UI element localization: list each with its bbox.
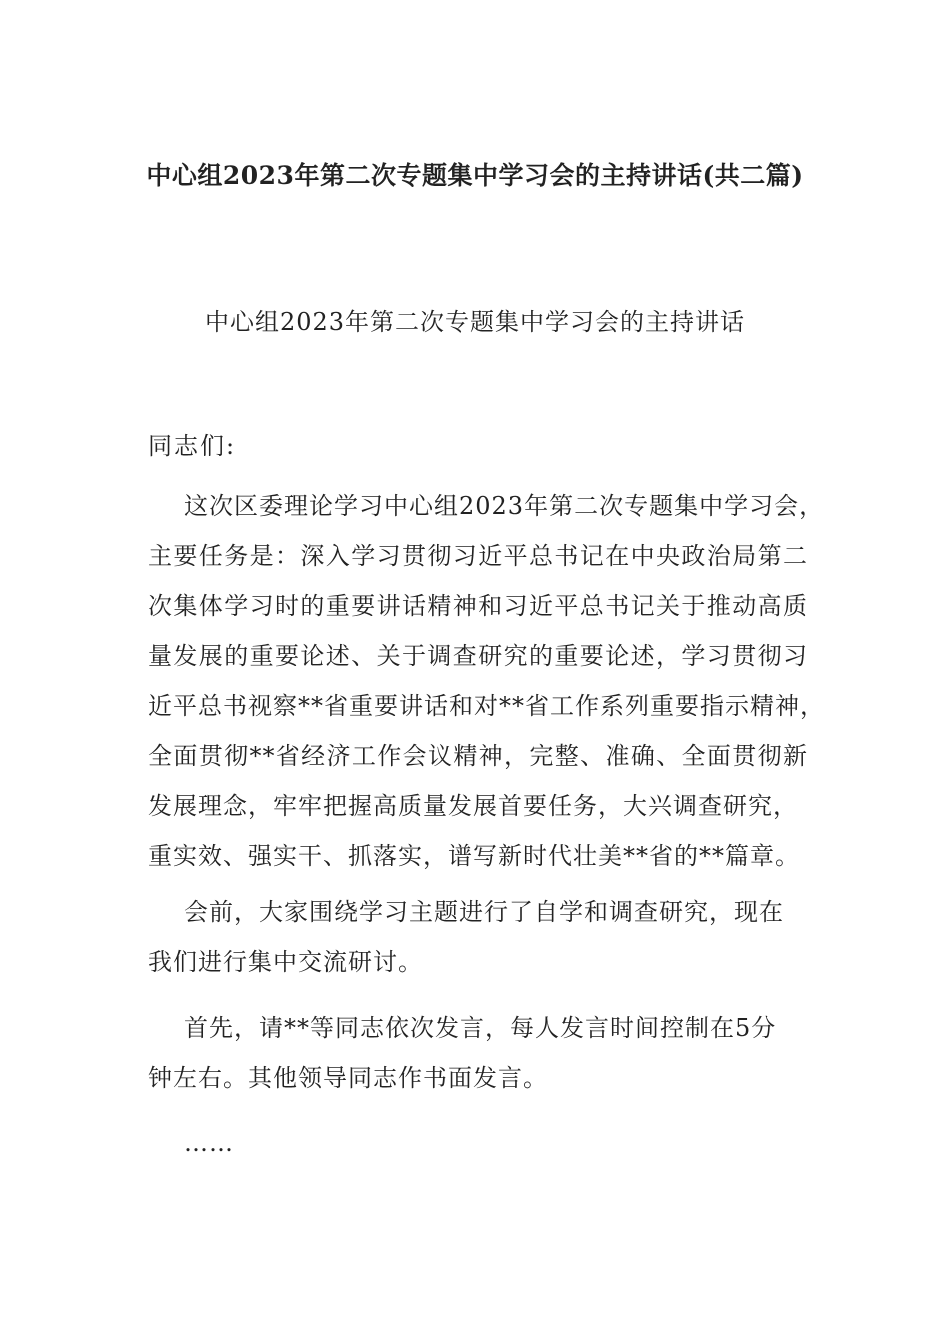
paragraph-1-line: 次集体学习时的重要讲话精神和习近平总书记关于推动高质 — [148, 592, 808, 620]
paragraph-1-line: 主要任务是：深入学习贯彻习近平总书记在中央政治局第二 — [148, 542, 808, 570]
paragraph-2 — [148, 887, 808, 987]
paragraph-1 — [148, 481, 825, 881]
document-title: 中心组2023年第二次专题集中学习会的主持讲话(共二篇) — [146, 161, 804, 190]
ellipsis: …… — [184, 1129, 234, 1157]
paragraph-3 — [148, 1003, 808, 1103]
salutation: 同志们: — [148, 432, 237, 460]
paragraph-1-line: 近平总书视察**省重要讲话和对**省工作系列重要指示精神， — [148, 692, 825, 720]
paragraph-3-line: 钟左右。其他领导同志作书面发言。 — [148, 1064, 548, 1092]
paragraph-1-line: 发展理念，牢牢把握高质量发展首要任务，大兴调查研究， — [148, 792, 798, 820]
paragraph-1-line: 重实效、强实干、抓落实，谱写新时代壮美**省的**篇章。 — [148, 842, 800, 870]
paragraph-1-line: 这次区委理论学习中心组2023年第二次专题集中学习会， — [184, 492, 825, 520]
paragraph-1-line: 全面贯彻**省经济工作会议精神，完整、准确、全面贯彻新 — [148, 742, 808, 770]
speech-subtitle: 中心组2023年第二次专题集中学习会的主持讲话 — [204, 308, 746, 336]
paragraph-2-line: 会前，大家围绕学习主题进行了自学和调查研究，现在 — [184, 898, 784, 926]
paragraph-3-line: 首先，请**等同志依次发言，每人发言时间控制在5分 — [184, 1014, 777, 1042]
paragraph-1-line: 量发展的重要论述、关于调查研究的重要论述，学习贯彻习 — [148, 642, 808, 670]
paragraph-2-line: 我们进行集中交流研讨。 — [148, 948, 423, 976]
